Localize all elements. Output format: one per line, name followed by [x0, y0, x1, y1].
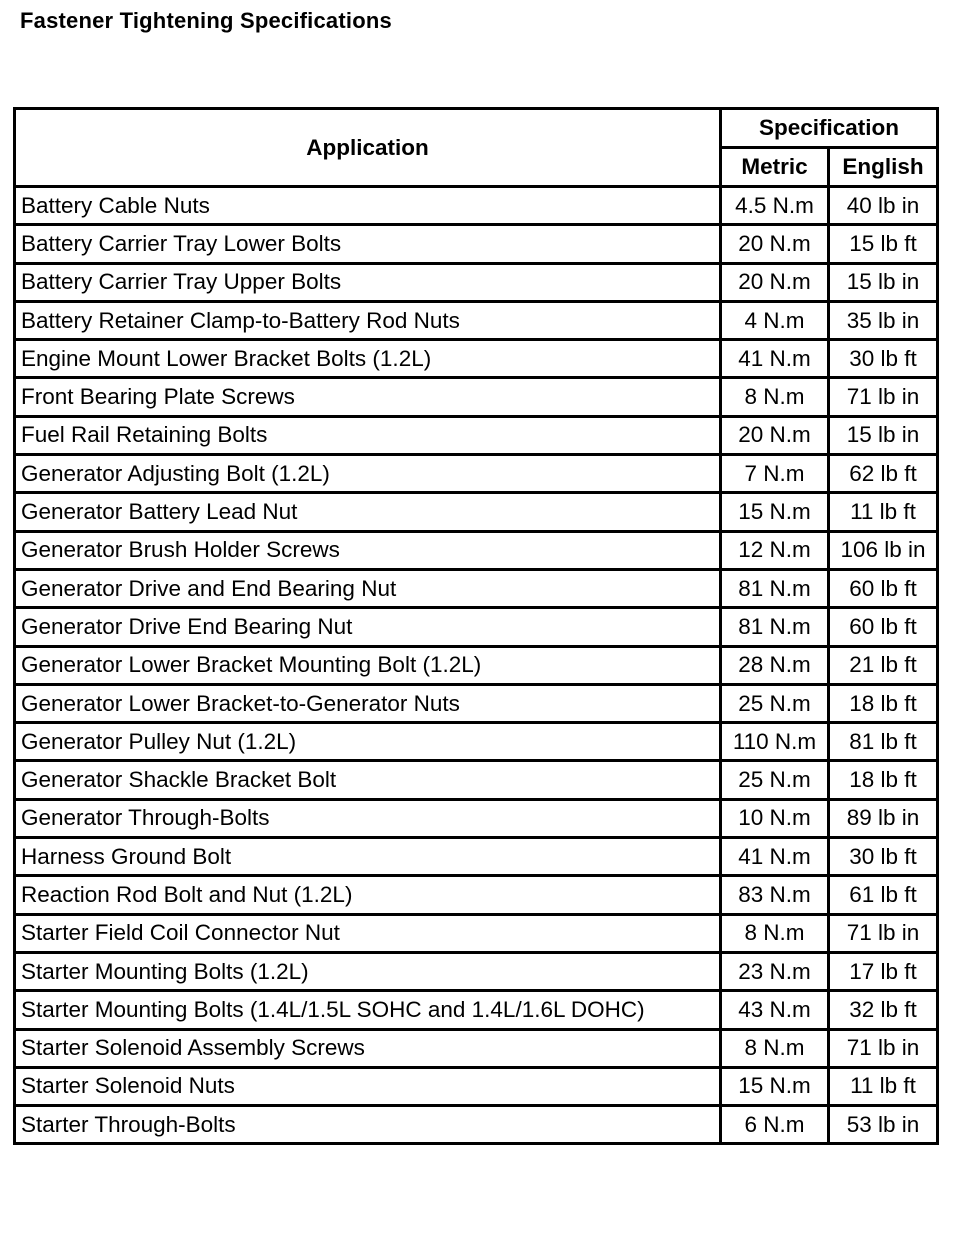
- metric-cell: 41 N.m: [721, 340, 829, 378]
- table-row: [15, 761, 938, 799]
- table-row: [15, 378, 938, 416]
- table-row: [15, 723, 938, 761]
- metric-cell: 83 N.m: [721, 876, 829, 914]
- english-cell: 71 lb in: [829, 378, 938, 416]
- table-row: [15, 531, 938, 569]
- table-row: [15, 187, 938, 225]
- english-cell: 17 lb ft: [829, 952, 938, 990]
- application-cell: Starter Solenoid Assembly Screws: [15, 1029, 721, 1067]
- application-cell: Reaction Rod Bolt and Nut (1.2L): [15, 876, 721, 914]
- application-cell: Battery Retainer Clamp-to-Battery Rod Nuts: [15, 301, 721, 339]
- english-cell: 40 lb in: [829, 187, 938, 225]
- table-row: [15, 876, 938, 914]
- english-cell: 81 lb ft: [829, 723, 938, 761]
- metric-column-header: Metric: [721, 148, 829, 187]
- table-body: [15, 187, 938, 1144]
- english-cell: 30 lb ft: [829, 340, 938, 378]
- application-cell: Generator Lower Bracket-to-Generator Nuts: [15, 684, 721, 722]
- application-cell: Starter Solenoid Nuts: [15, 1067, 721, 1105]
- table-row: [15, 608, 938, 646]
- table-row: [15, 301, 938, 339]
- application-cell: Generator Through-Bolts: [15, 799, 721, 837]
- specification-column-header: Specification: [721, 109, 938, 148]
- table-row: [15, 1067, 938, 1105]
- table-row: [15, 799, 938, 837]
- table-row: [15, 340, 938, 378]
- fastener-spec-table: [13, 107, 939, 1145]
- application-cell: Starter Through-Bolts: [15, 1106, 721, 1144]
- table-row: [15, 493, 938, 531]
- page-title: Fastener Tightening Specifications: [20, 8, 392, 33]
- metric-cell: 15 N.m: [721, 493, 829, 531]
- application-cell: Starter Mounting Bolts (1.4L/1.5L SOHC and 1.4L/1.6L DOHC): [15, 991, 721, 1029]
- english-cell: 21 lb ft: [829, 646, 938, 684]
- table-row: [15, 569, 938, 607]
- metric-cell: 81 N.m: [721, 569, 829, 607]
- table-row: [15, 455, 938, 493]
- application-cell: Engine Mount Lower Bracket Bolts (1.2L): [15, 340, 721, 378]
- english-cell: 35 lb in: [829, 301, 938, 339]
- metric-cell: 23 N.m: [721, 952, 829, 990]
- english-cell: 18 lb ft: [829, 761, 938, 799]
- application-cell: Generator Adjusting Bolt (1.2L): [15, 455, 721, 493]
- metric-cell: 25 N.m: [721, 761, 829, 799]
- table-header: [15, 109, 938, 187]
- metric-cell: 8 N.m: [721, 378, 829, 416]
- metric-cell: 15 N.m: [721, 1067, 829, 1105]
- metric-cell: 43 N.m: [721, 991, 829, 1029]
- application-cell: Fuel Rail Retaining Bolts: [15, 416, 721, 454]
- table-row: [15, 914, 938, 952]
- application-cell: Harness Ground Bolt: [15, 838, 721, 876]
- application-cell: Generator Battery Lead Nut: [15, 493, 721, 531]
- english-cell: 11 lb ft: [829, 493, 938, 531]
- application-cell: Generator Lower Bracket Mounting Bolt (1.2L): [15, 646, 721, 684]
- english-cell: 60 lb ft: [829, 569, 938, 607]
- table-row: [15, 225, 938, 263]
- metric-cell: 6 N.m: [721, 1106, 829, 1144]
- metric-cell: 12 N.m: [721, 531, 829, 569]
- metric-cell: 110 N.m: [721, 723, 829, 761]
- english-cell: 15 lb in: [829, 263, 938, 301]
- english-column-header: English: [829, 148, 938, 187]
- application-cell: Starter Mounting Bolts (1.2L): [15, 952, 721, 990]
- table-row: [15, 991, 938, 1029]
- metric-cell: 20 N.m: [721, 263, 829, 301]
- english-cell: 89 lb in: [829, 799, 938, 837]
- application-cell: Generator Shackle Bracket Bolt: [15, 761, 721, 799]
- table-row: [15, 1106, 938, 1144]
- table-row: [15, 952, 938, 990]
- application-cell: Generator Drive End Bearing Nut: [15, 608, 721, 646]
- english-cell: 71 lb in: [829, 1029, 938, 1067]
- application-cell: Battery Cable Nuts: [15, 187, 721, 225]
- application-cell: Starter Field Coil Connector Nut: [15, 914, 721, 952]
- english-cell: 106 lb in: [829, 531, 938, 569]
- application-cell: Generator Pulley Nut (1.2L): [15, 723, 721, 761]
- application-cell: Battery Carrier Tray Lower Bolts: [15, 225, 721, 263]
- metric-cell: 10 N.m: [721, 799, 829, 837]
- metric-cell: 4 N.m: [721, 301, 829, 339]
- english-cell: 61 lb ft: [829, 876, 938, 914]
- english-cell: 60 lb ft: [829, 608, 938, 646]
- metric-cell: 8 N.m: [721, 1029, 829, 1067]
- table-row: [15, 263, 938, 301]
- english-cell: 30 lb ft: [829, 838, 938, 876]
- english-cell: 53 lb in: [829, 1106, 938, 1144]
- english-cell: 18 lb ft: [829, 684, 938, 722]
- english-cell: 11 lb ft: [829, 1067, 938, 1105]
- application-column-header: Application: [15, 109, 721, 187]
- english-cell: 15 lb in: [829, 416, 938, 454]
- header-row-top: [15, 109, 938, 148]
- application-cell: Generator Brush Holder Screws: [15, 531, 721, 569]
- metric-cell: 20 N.m: [721, 416, 829, 454]
- table-row: [15, 416, 938, 454]
- metric-cell: 20 N.m: [721, 225, 829, 263]
- table-row: [15, 838, 938, 876]
- english-cell: 15 lb ft: [829, 225, 938, 263]
- metric-cell: 8 N.m: [721, 914, 829, 952]
- english-cell: 32 lb ft: [829, 991, 938, 1029]
- english-cell: 62 lb ft: [829, 455, 938, 493]
- english-cell: 71 lb in: [829, 914, 938, 952]
- application-cell: Front Bearing Plate Screws: [15, 378, 721, 416]
- metric-cell: 28 N.m: [721, 646, 829, 684]
- metric-cell: 25 N.m: [721, 684, 829, 722]
- table-row: [15, 1029, 938, 1067]
- table-row: [15, 684, 938, 722]
- metric-cell: 81 N.m: [721, 608, 829, 646]
- table-row: [15, 646, 938, 684]
- metric-cell: 7 N.m: [721, 455, 829, 493]
- application-cell: Generator Drive and End Bearing Nut: [15, 569, 721, 607]
- metric-cell: 41 N.m: [721, 838, 829, 876]
- application-cell: Battery Carrier Tray Upper Bolts: [15, 263, 721, 301]
- metric-cell: 4.5 N.m: [721, 187, 829, 225]
